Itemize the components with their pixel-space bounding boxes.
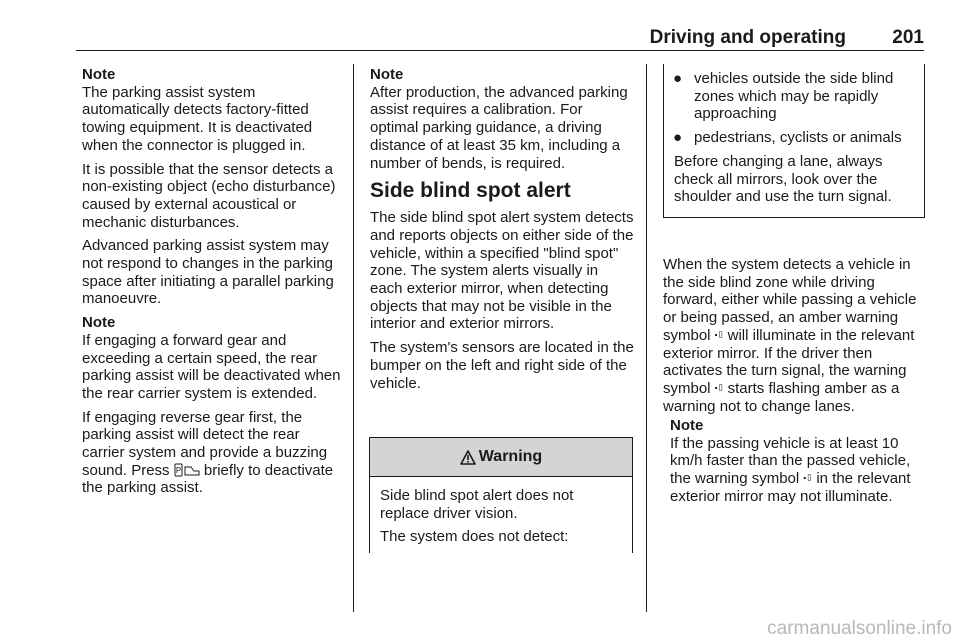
svg-text:P: P <box>175 465 181 475</box>
warning-body <box>370 477 632 546</box>
list-item: ● pedestrians, cyclists or animals <box>673 129 902 147</box>
blind-spot-warning-icon: ⬝▯ <box>714 382 724 394</box>
note-1 <box>82 66 344 155</box>
blind-spot-warning-icon: ⬝▯ <box>714 329 724 341</box>
column-2 <box>370 66 634 398</box>
section-heading: Side blind spot alert <box>370 179 571 203</box>
note-text: After production, the advanced parking assist requires a calibration. For optimal parking guidance, a driving distance of at least 35 km, including a number of bends, is required. <box>370 83 628 172</box>
paragraph: The system's sensors are located in the bumper on the left and right side of the vehicle. <box>370 339 634 392</box>
paragraph: It is possible that the sensor detects a non-existing object (echo disturbance) caused by external acoustical or mechanic disturbances. <box>82 160 336 231</box>
note <box>370 66 634 172</box>
note-label: Note <box>670 417 704 434</box>
warning-triangle-icon <box>460 450 476 465</box>
warning-text: The system does not detect: <box>380 528 569 546</box>
column-divider-1 <box>353 64 354 612</box>
watermark: carmanualsonline.info <box>767 618 952 639</box>
blind-spot-warning-icon: ⬝▯ <box>803 473 813 485</box>
paragraph: When the system detects a vehicle in the side blind zone while driving forward, either while passing a vehicle or being passed, an amber warning symbol ⬝▯ will illuminate in the relevant exterior mirror. If the driver then activates the turn signal, the warning symbol ⬝▯ starts flashing amber as a warning not to change lanes. <box>663 256 917 415</box>
warning-header <box>370 438 632 477</box>
list-item: ● vehicles outside the side blind zones which may be rapidly approaching <box>673 70 894 123</box>
paragraph: The side blind spot alert system detects and reports objects on either side of the vehicle, within a specified "blind spot" zone. The system alerts visually in each exterior mirror, when detecting objects that may not be visible in the interior and exterior mirrors. <box>370 209 634 333</box>
page-number: 201 <box>892 27 924 48</box>
note-label: Note <box>370 66 404 83</box>
note-text: The parking assist system automatically detects factory-fitted towing equipment. It is deactivated when the connector is plugged in. <box>82 83 313 154</box>
warning-closing-text: Before changing a lane, always check all mirrors, look over the shoulder and use the turn signal. <box>674 152 892 206</box>
warning-box <box>369 437 633 553</box>
bullet-list <box>664 70 924 147</box>
paragraph: Advanced parking assist system may not respond to changes in the parking space after initiating a parallel parking manoeuvre. <box>82 237 334 308</box>
section-title: Driving and operating <box>649 27 846 48</box>
note-2 <box>82 314 344 403</box>
paragraph: If engaging reverse gear first, the parking assist will detect the rear carrier system and provide a buzzing sound. Press P briefly to deactivate the parking assist. <box>82 408 334 497</box>
column-divider-2 <box>646 64 647 612</box>
warning-continuation-box <box>663 64 925 218</box>
note-3: Note If the passing vehicle is at least 10 km/h faster than the passed vehicle, the warning symbol ⬝▯ in the relevant exterior mirror may not illuminate. <box>670 417 911 505</box>
note-label: Note <box>82 314 116 332</box>
parking-assist-button-icon <box>174 463 200 477</box>
column-3-text <box>663 256 925 421</box>
page-header <box>76 26 924 51</box>
note-text: If engaging a forward gear and exceeding a certain speed, the rear parking assist will be deactivated when the rear carrier system is extended. <box>82 331 341 402</box>
warning-title: Warning <box>478 448 543 465</box>
warning-text: Side blind spot alert does not replace driver vision. <box>380 487 574 522</box>
note-label: Note <box>82 66 116 83</box>
column-1 <box>82 66 344 503</box>
